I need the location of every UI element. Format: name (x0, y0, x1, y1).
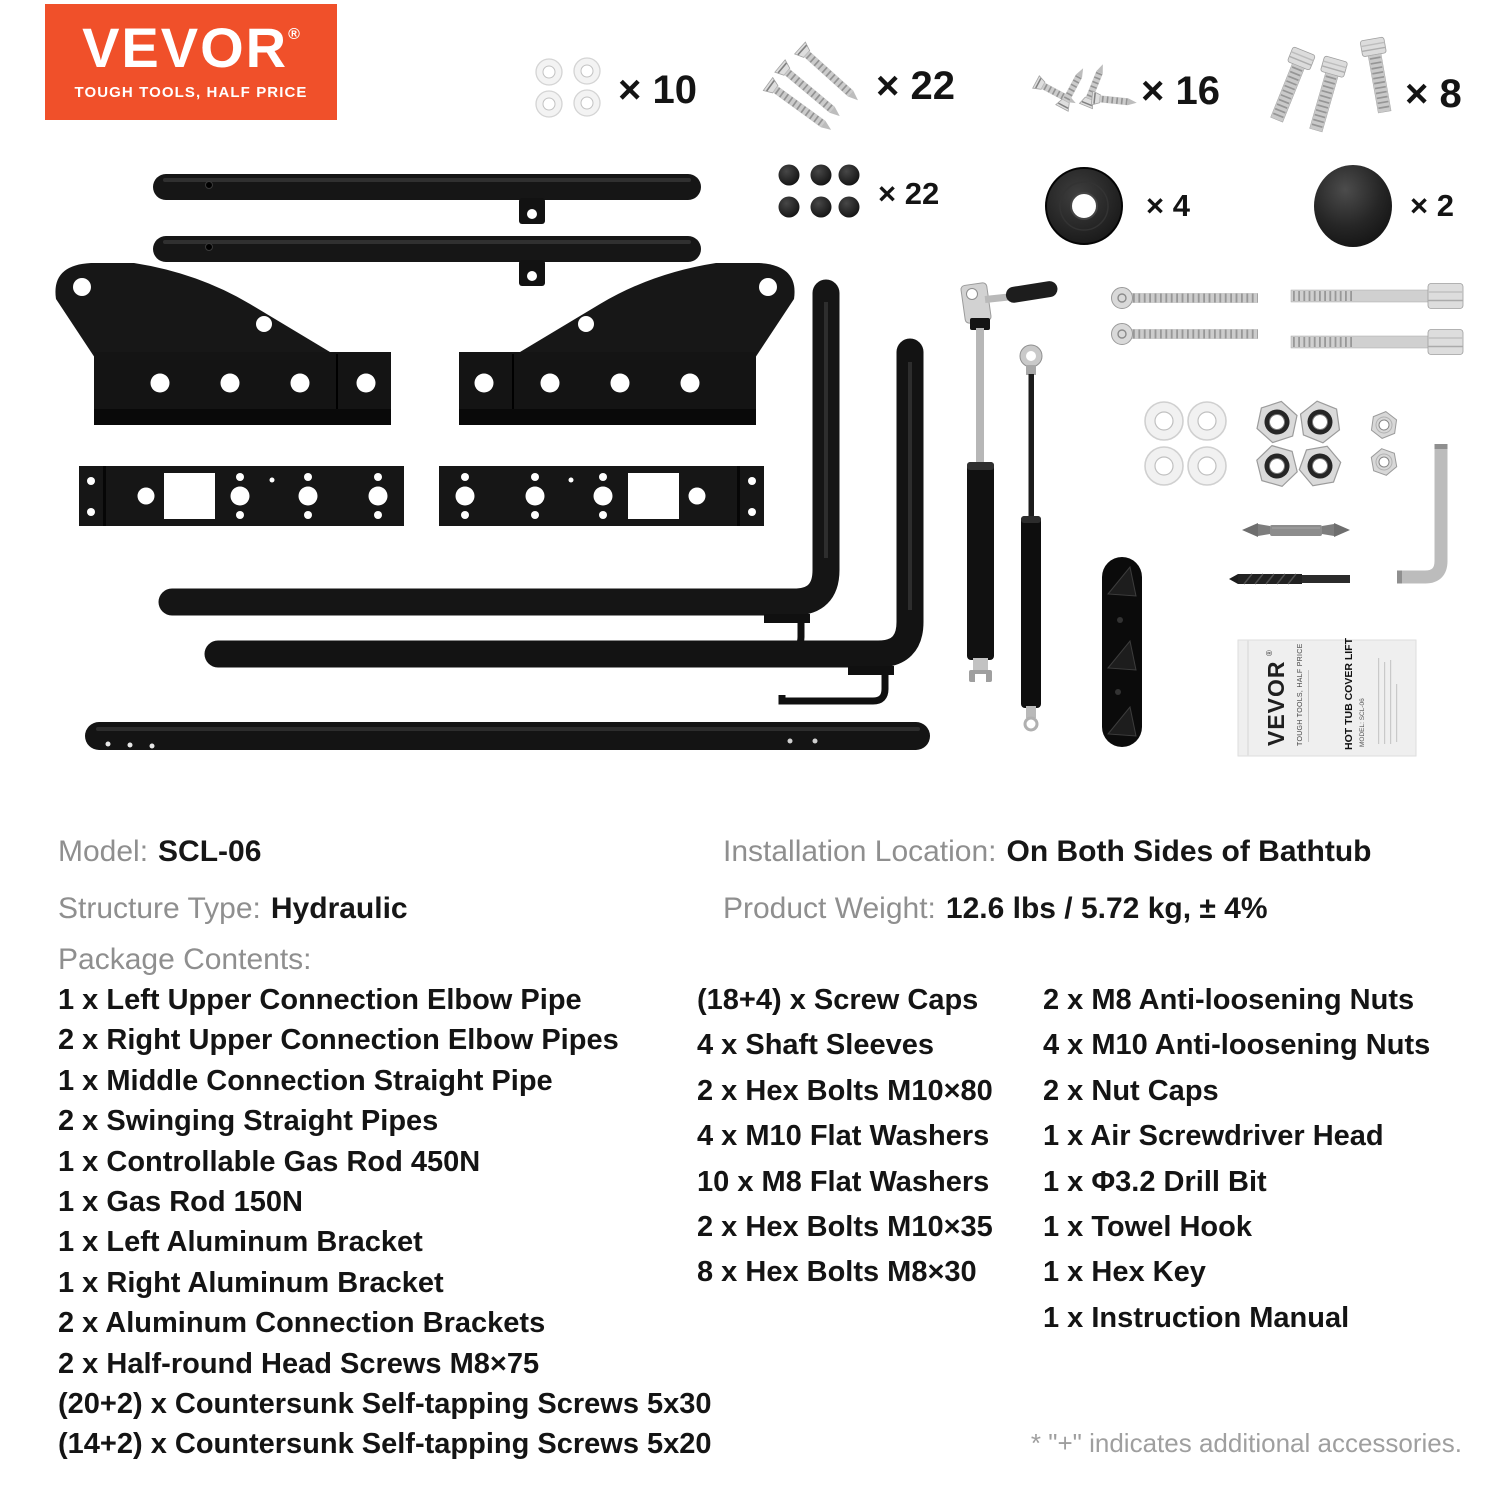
package-item: 1 x Φ3.2 Drill Bit (1043, 1165, 1267, 1198)
spec-location (723, 835, 1371, 869)
air-screwdriver-head-icon (1242, 523, 1350, 537)
upper-connection-pipe-2 (153, 236, 701, 286)
manual-brand: VEVOR (1263, 660, 1289, 746)
screw-caps-icon (779, 165, 860, 218)
package-column-3 (1043, 978, 1430, 1341)
package-item: 1 x Controllable Gas Rod 450N (58, 1145, 481, 1178)
package-item: 4 x M10 Anti-loosening Nuts (1043, 1029, 1431, 1062)
towel-hook-icon (1102, 557, 1142, 747)
package-item: 2 x Hex Bolts M10×80 (697, 1074, 993, 1107)
package-item: 4 x Shaft Sleeves (697, 1029, 934, 1062)
left-aluminum-bracket (55, 263, 391, 425)
flat-washers-icon (536, 58, 600, 117)
package-item: 1 x Towel Hook (1043, 1211, 1252, 1244)
anti-loosening-nuts-icon (1254, 398, 1344, 492)
manual-registered-mark: ® (1265, 650, 1274, 656)
package-item: 10 x M8 Flat Washers (697, 1165, 990, 1198)
hex-key-icon (1397, 444, 1448, 584)
aluminum-connection-bracket-left (79, 466, 404, 526)
hex-bolts-m8x30-icon (1266, 37, 1397, 134)
package-item: 2 x Nut Caps (1043, 1074, 1219, 1107)
nut-cap-icon (1314, 165, 1392, 247)
small-nuts-icon (1370, 410, 1398, 477)
package-contents-heading: Package Contents: (58, 943, 312, 976)
brand-name-text: VEVOR (82, 16, 289, 79)
package-item: 4 x M10 Flat Washers (697, 1120, 990, 1153)
spec-structure (58, 892, 408, 926)
hex-bolt-m10x80-2 (1291, 330, 1463, 355)
package-item: 2 x M8 Anti-loosening Nuts (1043, 984, 1415, 1016)
self-tapping-screws-5x30-icon (763, 42, 863, 136)
package-item: (14+2) x Countersunk Self-tapping Screws 5x20 (58, 1428, 712, 1461)
package-item: 1 x Left Aluminum Bracket (58, 1226, 423, 1259)
package-item: 1 x Instruction Manual (1043, 1301, 1350, 1334)
package-item: 1 x Air Screwdriver Head (1043, 1120, 1384, 1153)
gas-rod-150n (1020, 345, 1042, 730)
instruction-manual (1238, 637, 1416, 756)
package-item: 2 x Swinging Straight Pipes (58, 1105, 439, 1138)
drill-bit-icon (1229, 574, 1350, 584)
spec-structure-value: Hydraulic (270, 892, 408, 925)
spec-weight (723, 892, 1268, 926)
count-shaft-sleeves: × 4 (1146, 188, 1190, 223)
package-item: 1 x Hex Key (1043, 1256, 1206, 1289)
package-item: 2 x Half-round Head Screws M8×75 (58, 1347, 540, 1380)
footnote: * "+" indicates additional accessories. (1030, 1428, 1462, 1458)
m10-flat-washers-icon (1145, 402, 1226, 485)
half-round-head-screw-1 (1112, 288, 1259, 309)
aluminum-connection-bracket-right (439, 466, 764, 526)
spec-model-label: Model: (58, 835, 149, 868)
package-item: 2 x Right Upper Connection Elbow Pipes (58, 1024, 619, 1057)
spec-structure-label: Structure Type: (58, 892, 261, 925)
package-column-1 (58, 980, 712, 1465)
count-short-screws: × 16 (1141, 69, 1220, 113)
gas-rod-450n (960, 280, 1058, 682)
package-item: 1 x Left Upper Connection Elbow Pipe (58, 984, 582, 1016)
upper-connection-pipe-1 (153, 174, 701, 224)
manual-title: HOT TUB COVER LIFT (1343, 638, 1355, 750)
count-screw-caps: × 22 (878, 176, 940, 211)
self-tapping-screws-5x20-icon (1033, 62, 1138, 112)
package-item: 1 x Gas Rod 150N (58, 1186, 303, 1219)
registered-mark: ® (288, 26, 300, 43)
spec-model-value: SCL-06 (158, 835, 262, 868)
count-long-screws: × 22 (876, 64, 955, 108)
package-item: 8 x Hex Bolts M8×30 (697, 1256, 977, 1289)
count-hex-bolts: × 8 (1405, 72, 1462, 116)
manual-model: MODEL: SCL-06 (1359, 698, 1366, 747)
package-item: 2 x Hex Bolts M10×35 (697, 1211, 993, 1244)
spec-weight-value: 12.6 lbs / 5.72 kg, ± 4% (945, 892, 1268, 925)
package-column-2 (697, 978, 993, 1296)
spec-location-value: On Both Sides of Bathtub (1006, 835, 1372, 868)
manual-tagline: TOUGH TOOLS, HALF PRICE (1297, 643, 1304, 746)
package-item: 1 x Right Aluminum Bracket (58, 1266, 444, 1299)
package-item: (20+2) x Countersunk Self-tapping Screws 5x30 (58, 1388, 712, 1421)
right-aluminum-bracket (459, 263, 795, 425)
spec-location-label: Installation Location: (723, 835, 997, 868)
package-item: 1 x Middle Connection Straight Pipe (58, 1064, 553, 1097)
half-round-head-screw-2 (1112, 324, 1259, 345)
spec-weight-label: Product Weight: (723, 892, 936, 925)
package-item: (18+4) x Screw Caps (697, 984, 979, 1016)
count-nut-caps: × 2 (1410, 188, 1454, 223)
swinging-straight-pipe (85, 722, 930, 750)
shaft-sleeve-icon (1046, 168, 1122, 244)
count-flat-washers: × 10 (618, 68, 697, 112)
hex-bolt-m10x80-1 (1291, 284, 1463, 309)
package-item: 2 x Aluminum Connection Brackets (58, 1307, 546, 1340)
brand-tagline: TOUGH TOOLS, HALF PRICE (74, 84, 308, 101)
spec-model (58, 835, 261, 869)
